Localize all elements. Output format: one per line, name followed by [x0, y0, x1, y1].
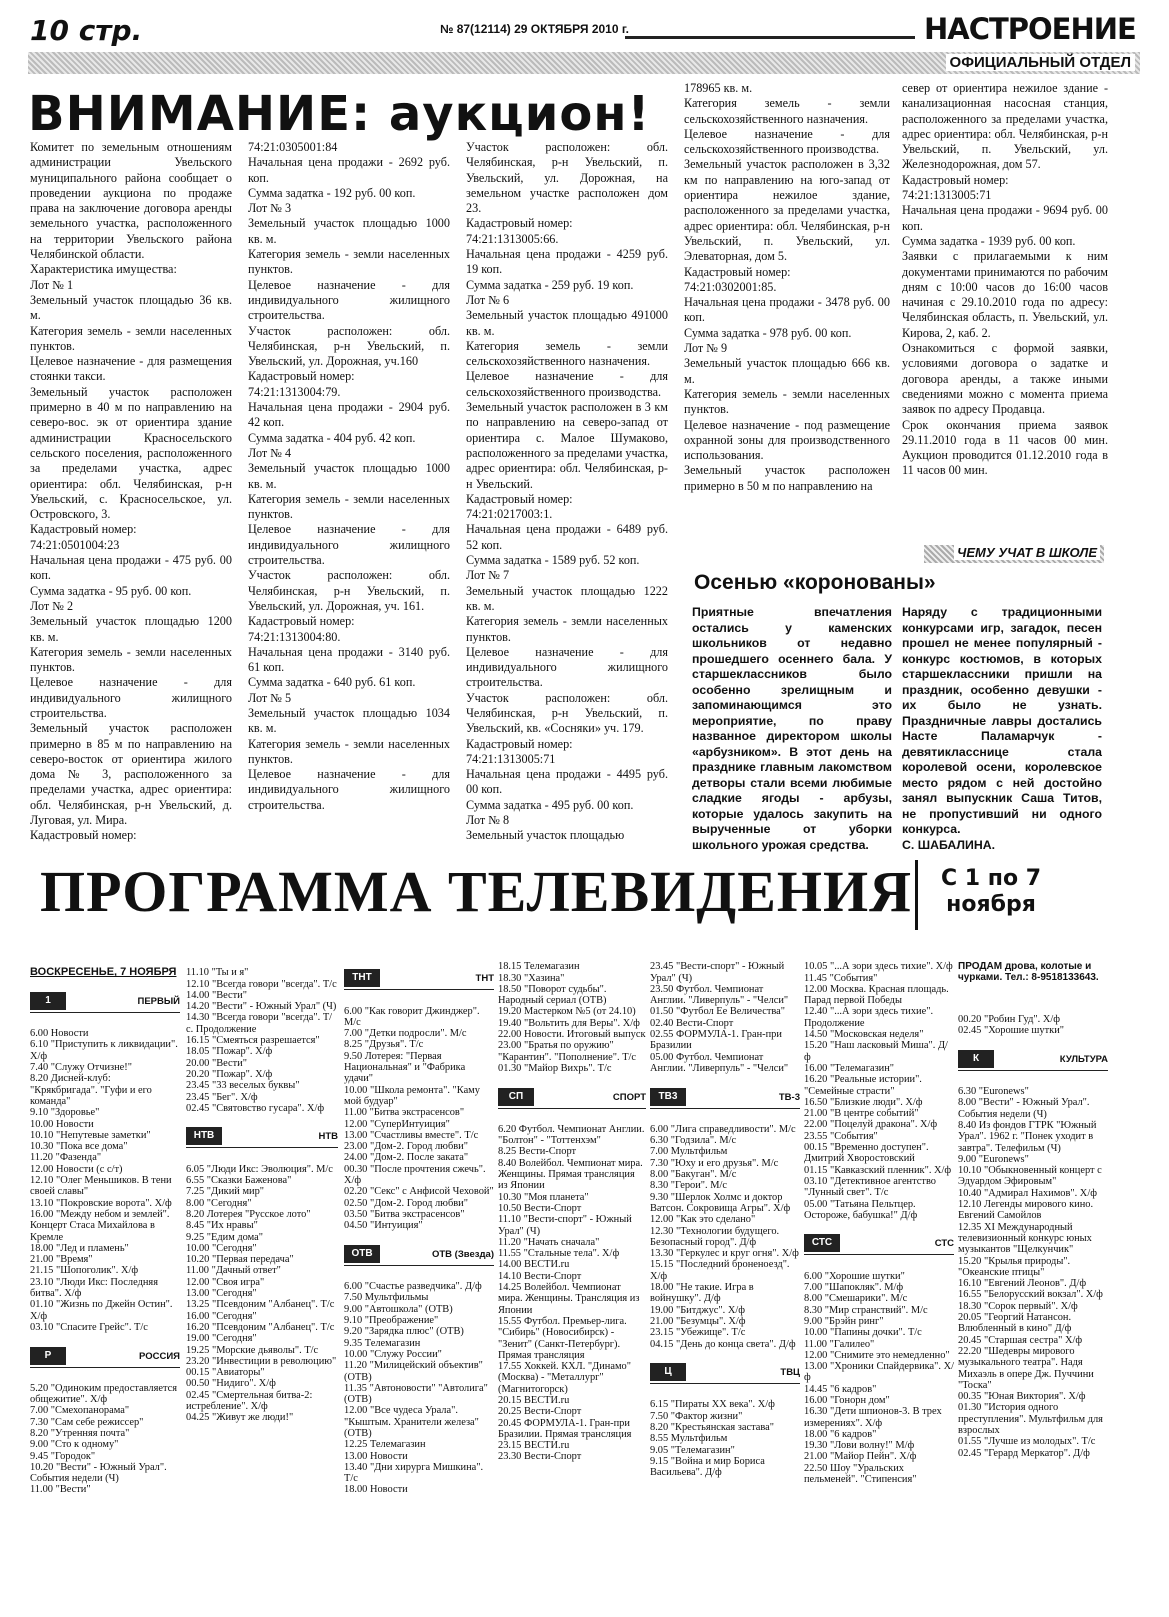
tv-column-5 [650, 950, 800, 1490]
auction-column-5: север от ориентира нежилое здание - канализационная насосная станция, расположенного за пределами участка, адрес ориентира: обл. Челябинская, р-н Увельский, п. Увельский, ул. Железнодорожная, дом 57. Кадастровый номер: 74:21:1313005:71 Начальная цена продажи - 9694 руб. 00 коп. Сумма задатка - 1939 руб. 00 коп. Заявки с прилагаемыми к ним документами принимаются по рабочим дням с 10:00 часов до 16:00 часов начиная с 29.10.2010 года по адресу: Челябинская область, п. Увельский, ул. Кирова, 2, каб. 2. Ознакомиться с формой заявки, условиями договора о задатке и договора аренды, а также иными сведениями можно с момента приема заявок по адресу Продавца. Срок окончания приема заявок 29.11.2010 года в 11 часов 00 мин. Аукцион проводится 01.12.2010 года в 11 часов 00 мин. [902, 81, 1108, 478]
channel-header-perviy [30, 992, 180, 1013]
tv-column-1 [30, 956, 180, 1507]
channel-name: ТВ-3 [778, 1091, 800, 1103]
auction-column-3: Участок расположен: обл. Челябинская, р-н Увельский, п. Увельский, ул. Дорожная, на земельном участке расположен дом 23. Кадастровый номер: 74:21:1313005:66. Начальная цена продажи - 4259 руб. 19 коп. Сумма задатка - 259 руб. 19 коп. Лот № 6 Земельный участок площадью 491000 кв. м. Категория земель - земли сельскохозяйственного назначения. Целевое назначение - для сельскохозяйственного производства. Земельный участок расположен в 3 км по направлению на северо-запад от ориентира с. Малое Шумаково, расположенного за пределами участка, адрес ориентира: обл. Челябинская, р-н Увельский. Кадастровый номер: 74:21:0217003:1. Начальная цена продажи - 6489 руб. 52 коп. Сумма задатка - 1589 руб. 52 коп. Лот № 7 Земельный участок площадью 1222 кв. м. Категория земель - земли населенных пунктов. Целевое назначение - для индивидуального жилищного строительства. Участок расположен: обл. Челябинская, р-н Увельский, п. Увельский, кв. «Сосняки» уч. 179. Кадастровый номер: 74:21:1313005:71 Начальная цена продажи - 4495 руб. 00 коп. Сумма задатка - 495 руб. 00 коп. Лот № 8 Земельный участок площадью [466, 140, 668, 843]
article-title: Осенью «коронованы» [694, 571, 936, 594]
article-text-1: Приятные впечатления остались у каменских школьников от недавно прошедшего осеннего бала. У старшеклассников было особенно зрелищным и запоминающимся это мероприятие, по праву названное директором школы «арбузником». В этот день на празднике главным лакомством детворы стали всеми любимые сладкие ягоды - арбузы, которые удалось закупить на вырученные от уборки школьного урожая средства. [692, 605, 892, 852]
channel-header-otv [344, 1245, 494, 1266]
auction-column-1: Комитет по земельным отношениям администрации Увельского муниципального района сообщает о проведении аукциона по продаже права на заключение договора аренды земельного участка, расположенного на территории Увельского района Челябинской области. Характеристика имущества: Лот № 1 Земельный участок площадью 36 кв. м. Категория земель - земли населенных пунктов. Целевое назначение - для размещения стоянки такси. Земельный участок расположен примерно в 40 м по направлению на северо-вос. эк от ориентира здание администрации Красносельского сельского поселения, расположенного за пределами участка, адрес ориентира: обл. Челябинская, р-н Увельский, с. Красносельское, ул. Островского, 3. Кадастровый номер: 74:21:0501004:23 Начальная цена продажи - 475 руб. 00 коп. Сумма задатка - 95 руб. 00 коп. Лот № 2 Земельный участок площадью 1200 кв. м. Категория земель - земли населенных пунктов. Целевое назначение - для индивидуального жилищного строительства. Земельный участок расположен примерно в 85 м по направлению на северо-восток от ориентира жилого дома № 3, расположенного за пределами участка, адрес ориентира: обл. Челябинская, р-н Увельский, д. Луговая, ул. Мира. Кадастровый номер: [30, 140, 232, 843]
tv3-logo-icon: ТВ3 [650, 1088, 686, 1106]
schedule-rossiya-cont: 11.10 "Ты и я" 12.10 "Всегда говори "всегда". Т/с 14.00 "Вести" 14.20 "Вести" - Южный Урал" (Ч) 14.30 "Всегда говори "всегда". Т/с. Продолжение 16.15 "Смеяться разрешается" 18.05 "Пожар". Х/ф 20.00 "Вести" 20.20 "Пожар". Х/ф 23.45 "33 веселых буквы" 23.45 "Бег". Х/ф 02.45 "Святовство гусара". Х/ф [186, 967, 337, 1114]
tv-column-4 [498, 950, 646, 1474]
channel-1-logo-icon: 1 [30, 992, 66, 1010]
channel-name: ТВЦ [780, 1367, 800, 1379]
channel-name: СПОРТ [612, 1091, 646, 1103]
article-text-2: Наряду с традиционными конкурсами игр, загадок, песен прошел не менее популярный - конкурс костюмов, в которых старшеклассники пришли на праздник, особенно девушки - их было не узнать. Праздничные лавры достались Насте Паламарчук - девятикласснице стала королевой осени, королевское место рядом с ней достойно занял выпускник Саша Титов, не пропустивший ни одного конкурса. С. ШАБАЛИНА. [902, 605, 1102, 852]
tvc-logo-icon: Ц [650, 1363, 686, 1381]
channel-header-tnt [344, 969, 494, 990]
school-article [684, 535, 1106, 853]
auction-title: ВНИМАНИЕ: аукцион! [28, 86, 651, 142]
schedule-tvc-cont: 10.05 "...А зори здесь тихие". Х/ф 11.45 "События" 12.00 Москва. Красная площадь. Парад первой Победы 12.40 "...А зори здесь тихие". Продолжение 14.50 "Московская неделя" 15.20 "Наш ласковый Миша". Д/ф 16.00 "Телемагазин" 16.20 "Реальные истории". "Семейные страсти" 16.50 "Близкие люди". Х/ф 21.00 "В центре событий" 22.00 "Поцелуй дракона". Х/ф 23.55 "События" 00.15 "Временно доступен". Дмитрий Хворостовский 01.15 "Кавказский пленник". Х/ф 03.10 "Детективное агентство "Лунный свет". Т/с 05.00 "Татьяна Пельтцер. Остороже, бабушка!" Д/ф [804, 961, 953, 1221]
tv-column-3 [344, 956, 494, 1507]
schedule-tv3: 6.00 "Лига справедливости". М/с 6.30 "Годзила". М/с 7.00 Мультфильм 7.30 "Юху и его друзья". М/с 8.00 "Бакуган". М/с 8.30 "Герои". М/с 9.30 "Шерлок Холмс и доктор Ватсон. Сокровища Агры". Х/ф 12.00 "Как это сделано" 12.30 "Технологии будущего. Безопасный город". Д/ф 13.30 "Геркулес и круг огня". Х/ф 15.15 "Последний броненоезд". Х/ф 18.00 "Не такие. Игра в войнушку". Д/ф 19.00 "Битджус". Х/ф 21.00 "Безумцы". Х/ф 23.15 "Убежище". Т/с 04.15 "День до конца света". Д/ф [650, 1123, 799, 1350]
kultura-logo-icon: К [958, 1050, 994, 1068]
channel-header-kultura [958, 1050, 1108, 1071]
channel-header-tvc [650, 1363, 800, 1384]
schedule-sport: 6.20 Футбол. Чемпионат Англии. "Болтон" - "Тоттенхэм" 8.25 Вести-Спорт 8.40 Волейбол. Чемпионат мира. Женщины. Прямая трансляция из Японии 10.30 "Моя планета" 10.50 Вести-Спорт 11.10 "Вести-спорт" - Южный Урал" (Ч) 11.20 "Начать сначала" 11.55 "Стальные тела". Х/ф 14.00 ВЕСТИ.ru 14.10 Вести-Спорт 14.25 Волейбол. Чемпионат мира. Женщины. Трансляция из Японии 15.55 Футбол. Премьер-лига. "Сибирь" (Новосибирск) - "Зенит" (Санкт-Петербург). Прямая трансляция 17.55 Хоккей. КХЛ. "Динамо" (Москва) - "Металлург" (Магнитогорск) 20.15 ВЕСТИ.ru 20.25 Вести-Спорт 20.45 ФОРМУЛА-1. Гран-при Бразилии. Прямая трансляция 23.15 ВЕСТИ.ru 23.30 Вести-Спорт [498, 1123, 645, 1463]
schedule-tnt: 6.00 "Как говорит Джинджер". М/с 7.00 "Детки подросли". М/с 8.25 "Друзья". Т/с 9.50 Лотерея: "Первая Национальная" и "Фабрика удачи" 10.00 "Школа ремонта". "Каму мой будуар" 11.00 "Битва экстрасенсов" 12.00 "СуперИнтуиция" 13.00 "Счастливы вместе". Т/с 23.00 "Дом-2. Город любви" 24.00 "Дом-2. После заката" 00.30 "После прочтения сжечь". Х/ф 02.20 "Секс" с Анфисой Чеховой" 02.50 "Дом-2. Город любви" 03.50 "Битва экстрасенсов" 04.50 "Интуиция" [344, 1005, 494, 1232]
channel-header-tv3 [650, 1088, 800, 1109]
schedule-ntv: 6.05 "Люди Икс: Эволюция". М/с 6.55 "Сказки Баженова" 7.25 "Дикий мир" 8.00 "Сегодня" 8.20 Лотерея "Русское лото" 8.45 "Их нравы" 9.25 "Едим дома" 10.00 "Сегодня" 10.20 "Первая передача" 11.00 "Дачный ответ" 12.00 "Своя игра" 13.00 "Сегодня" 13.25 "Псевдоним "Албанец". Т/с 16.00 "Сегодня" 16.20 "Псевдоним "Албанец". Т/с 19.00 "Сегодня" 19.25 "Морские дьяволы". Т/с 23.20 "Инвестиции в революцию" 00.15 "Авиаторы" 00.50 "Нидиго". Х/ф 02.45 "Смертельная битва-2: истребление". Х/ф 04.25 "Живут же люди!" [186, 1163, 337, 1424]
channel-name: КУЛЬТУРА [1059, 1053, 1108, 1065]
tnt-logo-icon: ТНТ [344, 969, 380, 987]
channel-name: НТВ [318, 1131, 338, 1143]
day-heading: ВОСКРЕСЕНЬЕ, 7 НОЯБРЯ [30, 966, 177, 979]
auction-column-2: 74:21:0305001:84 Начальная цена продажи - 2692 руб. коп. Сумма задатка - 192 руб. 00 коп. Лот № 3 Земельный участок площадью 1000 кв. м. Категория земель - земли населенных пунктов. Целевое назначение - для индивидуального жилищного строительства. Участок расположен: обл. Челябинская, р-н Увельский, п. Увельский, ул. Дорожная, уч.160 Кадастровый номер: 74:21:1313004:79. Начальная цена продажи - 2904 руб. 42 коп. Сумма задатка - 404 руб. 42 коп. Лот № 4 Земельный участок площадью 1000 кв. м. Категория земель - земли населенных пунктов. Целевое назначение - для индивидуального жилищного строительства. Участок расположен: обл. Челябинская, р-н Увельский, п. Увельский, ул. Дорожная, уч. 161. Кадастровый номер: 74:21:1313004:80. Начальная цена продажи - 3140 руб. 61 коп. Сумма задатка - 640 руб. 61 коп. Лот № 5 Земельный участок площадью 1034 кв. м. Категория земель - земли населенных пунктов. Целевое назначение - для индивидуального жилищного строительства. [248, 140, 450, 812]
schedule-tvc: 6.15 "Пираты XX века". Х/ф 7.50 "Фактор жизни" 8.20 "Крестьянская застава" 8.55 Мультфильм 9.05 "Телемагазин" 9.15 "Война и мир Бориса Васильева". Д/ф [650, 1399, 775, 1479]
tv-column-6 [804, 950, 954, 1497]
sport-logo-icon: СП [498, 1088, 534, 1106]
channel-header-sts [804, 1234, 954, 1255]
channel-name: СТС [934, 1238, 954, 1250]
schedule-perviy: 6.00 Новости 6.10 "Приступить к ликвидации". Х/ф 7.40 "Служу Отчизне!" 8.20 Дисней-клуб: "Крякбригада". "Гуфи и его команда" 9.10 "Здоровье" 10.00 Новости 10.10 "Непутевые заметки" 10.30 "Пока все дома" 11.20 "Фазенда" 12.00 Новости (с с/т) 12.10 "Олег Меньшиков. В тени своей славы" 13.10 "Покровские ворота". Х/ф 16.00 "Между небом и землей". Концерт Стаса Михайлова в Кремле 18.00 "Лед и пламень" 21.00 "Время" 21.15 "Шопоголик". Х/ф 23.10 "Люди Икс: Последняя битва". Х/ф 01.10 "Жизнь по Джейн Остин". Х/ф 03.10 "Спасите Грейс". Т/с [30, 1028, 178, 1333]
schedule-sport-cont: 23.45 "Вести-спорт" - Южный Урал" (Ч) 23.50 Футбол. Чемпионат Англии. "Ливерпуль" - "Челси" 01.50 "Футбол Ее Величества" 02.40 Вести-Спорт 02.55 ФОРМУЛА-1. Гран-при Бразилии 05.00 Футбол. Чемпионат Англии. "Ливерпуль" - "Челси" [650, 961, 789, 1074]
schedule-otv: 6.00 "Счастье разведчика". Д/ф 7.50 Мультфильмы 9.00 "Автошкола" (ОТВ) 9.10 "Преображение" 9.20 "Зарядка плюс" (ОТВ) 9.35 Телемагазин 10.00 "Служу России" 11.20 "Милицейский объектив" (ОТВ) 11.35 "Автоновости" "Автолига" (ОТВ) 12.00 "Все чудеса Урала". "Кыштым. Хранители железа" (ОТВ) 12.25 Телемагазин 13.00 Новости 13.40 "Дни хирурга Мишкина". Т/с 18.00 Новости [344, 1281, 488, 1496]
channel-header-ntv [186, 1127, 338, 1148]
issue-info: № 87(12114) 29 ОКТЯБРЯ 2010 г. [440, 22, 629, 36]
channel-name: РОССИЯ [139, 1350, 180, 1362]
channel-name: ОТВ (Звезда) [431, 1248, 494, 1260]
auction-column-4: 178965 кв. м. Категория земель - земли сельскохозяйственного назначения. Целевое назначение - для сельскохозяйственного производства. Земельный участок расположен в 3,32 км по направлению на юго-запад от ориентира нежилое здание, расположенного за пределами участка, адрес ориентира: обл. Челябинская, р-н Увельский, п. Увельский, ул. Элеваторная, дом 5. Кадастровый номер: 74:21:0302001:85. Начальная цена продажи - 3478 руб. 00 коп. Сумма задатка - 978 руб. 00 коп. Лот № 9 Земельный участок площадью 666 кв. м. Категория земель - земли населенных пунктов. Целевое назначение - под размещение охранной зоны для производственного использования. Земельный участок расположен примерно в 50 м по направлению на [684, 81, 890, 493]
department-label: ОФИЦИАЛЬНЫЙ ОТДЕЛ [946, 54, 1135, 71]
header-rule [625, 36, 915, 39]
schedule-sts: 6.00 "Хорошие шутки" 7.00 "Шапокляк". М/ф 8.00 "Смешарики". М/с 8.30 "Мир странствий". М/с 9.00 "Брэйн ринг" 10.00 "Папины дочки". Т/с 11.00 "Галилео" 12.00 "Снимите это немедленно" 13.00 "Хроники Спайдервика". Х/ф 14.45 "6 кадров" 16.00 "Гонорн дом" 16.30 "Дети шпионов-3. В трех измерениях". Х/ф 18.00 "6 кадров" 19.30 "Лови волну!" М/ф 21.00 "Майор Пейн". Х/ф 22.50 Шоу "Уральских пельменей". "Стипенсия" [804, 1270, 954, 1486]
sts-logo-icon: СТС [804, 1234, 840, 1252]
tv-period [935, 866, 1047, 918]
tv-column-2 [186, 956, 338, 1435]
page-number: 10 стр. [30, 14, 143, 47]
channel-name: ПЕРВЫЙ [137, 995, 180, 1007]
ntv-logo-icon: НТВ [186, 1127, 222, 1145]
rossiya-logo-icon: Р [30, 1347, 66, 1365]
schedule-otv-cont: 18.15 Телемагазин 18.30 "Хазина" 18.50 "Поворот судьбы". Народный сериал (ОТВ) 19.20 Мастерком №5 (от 24.10) 19.40 "Вольтить для Веры". Х/ф 22.00 Новости. Итоговый выпуск 23.00 "Братья по оружию" "Карантин". "Пополнение". Т/с 01.30 "Майор Вихрь". Т/с [498, 961, 646, 1074]
schedule-kultura: 6.30 "Euronews" 8.00 "Вести" - Южный Урал". События недели (Ч) 8.40 Из фондов ГТРК "Южный Урал". 1962 г. "Понек уходит в завтра". Телефильм (Ч) 9.00 "Euronews" 10.10 "Обыкновенный концерт с Эдуардом Эфировым" 10.40 "Адмирал Нахимов". Х/ф 12.10 Легенды мирового кино. Евгений Самойлов 12.35 XI Международный телевизионный конкурс юных музыкантов "Щелкунчик" 15.20 "Крылья природы". "Океанские птицы" 16.10 "Евгений Леонов". Д/ф 16.55 "Белорусский вокзал". Х/ф 18.30 "Сорок первый". Х/ф 20.05 "Георгий Натансон. Влюбленный в кино" Д/ф 20.45 "Старшая сестра" Х/ф 22.20 "Шедевры мирового музыкального театра". Надя Михаэль в опере Дж. Пуччини "Тоска" 00.35 "Юная Виктория". Х/ф 01.30 "История одного преступления". Мультфильм для взрослых 01.55 "Лучше из молодых". Т/с 02.45 "Герард Меркатор". Д/ф [958, 1086, 1103, 1459]
rubric-label: ЧЕМУ УЧАТ В ШКОЛЕ [954, 545, 1100, 560]
tv-program-title: ПРОГРАММА ТЕЛЕВИДЕНИЯ [40, 859, 912, 924]
channel-header-sport [498, 1088, 646, 1109]
period-divider [915, 860, 1068, 930]
otv-logo-icon: ОТВ [344, 1245, 380, 1263]
section-title: НАСТРОЕНИЕ [924, 12, 1136, 46]
channel-header-rossiya [30, 1347, 180, 1368]
classified-ad: ПРОДАМ дрова, колотые и чурками. Тел.: 8-9518133643. [958, 961, 1099, 984]
schedule-sts-cont: 00.20 "Робин Гуд". Х/ф 02.45 "Хорошие шутки" [958, 1013, 1065, 1037]
period-text: С 1 по 7 ноября [940, 866, 1042, 917]
channel-name: ТНТ [475, 973, 494, 985]
schedule-rossiya: 5.20 "Одиноким предоставляется общежитие". Х/ф 7.00 "Смехопанорама" 7.30 "Сам себе режиссер" 8.20 "Утренняя почта" 9.00 "Сто к одному" 9.45 "Городок" 10.20 "Вести" - Южный Урал". События недели (Ч) 11.00 "Вести" [30, 1382, 178, 1496]
tv-column-7 [958, 950, 1108, 1470]
